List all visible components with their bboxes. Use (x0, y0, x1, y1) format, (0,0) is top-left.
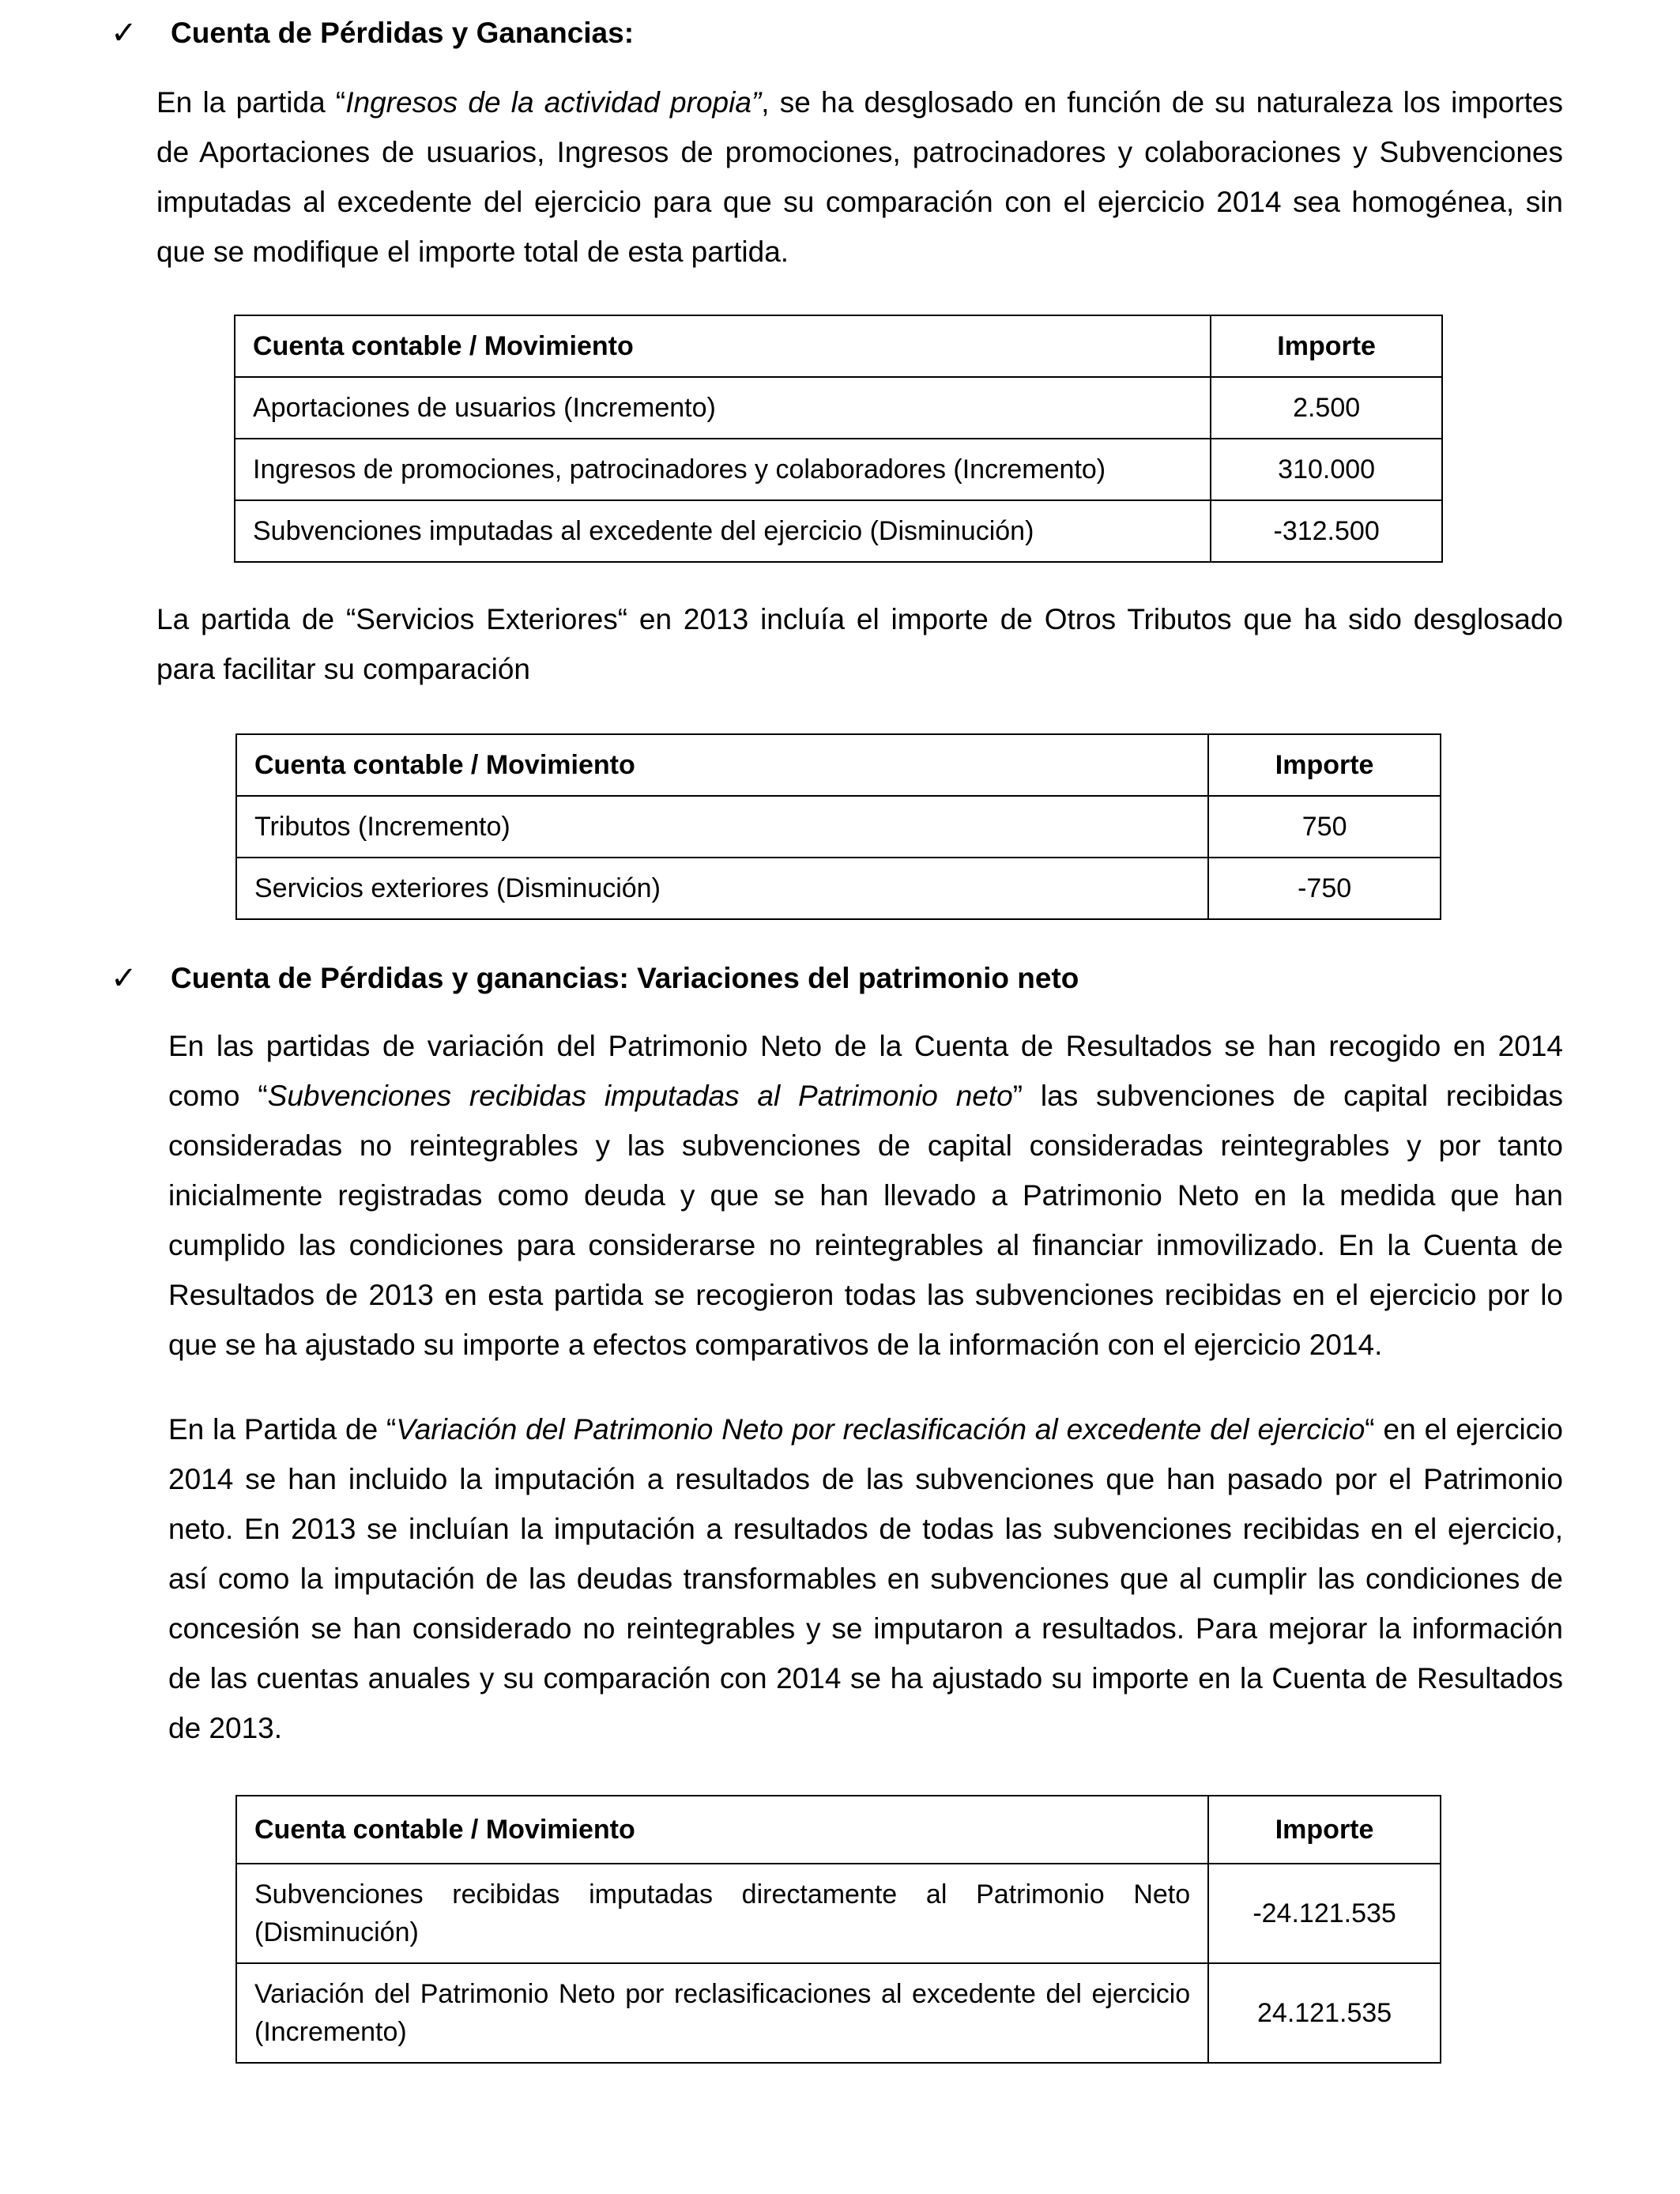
section-heading-text: Cuenta de Pérdidas y Ganancias: (171, 17, 635, 49)
table-row (236, 796, 1441, 858)
row-description: Variación del Patrimonio Neto por reclasificaciones al excedente del ejercicio (Incremento) (236, 1963, 1208, 2063)
column-header-importe: Importe (1208, 1796, 1441, 1864)
table-patrimonio-neto-ajuste (235, 1795, 1441, 2064)
paragraph-ingresos-actividad: En la partida “Ingresos de la actividad propia”, se ha desglosado en función de su naturaleza los importes de Aportaciones de usuarios, Ingresos de promociones, patrocinadores y colaboraciones y Subvenciones imputadas al excedente del ejercicio para que su comparación con el ejercicio 2014 sea homogénea, sin que se modifique el importe total de esta partida. (156, 86, 1563, 268)
paragraph-servicios-exteriores: La partida de “Servicios Exteriores“ en 2013 incluía el importe de Otros Tributos que ha sido desglosado para facilitar su comparación (156, 603, 1563, 685)
section-heading-variaciones-patrimonio (111, 959, 1079, 998)
checkmark-icon: ✓ (111, 16, 137, 51)
table-ingresos-desglose (234, 315, 1443, 563)
row-description: Servicios exteriores (Disminución) (236, 858, 1208, 919)
column-header-cuenta: Cuenta contable / Movimiento (235, 315, 1211, 377)
table-row (236, 1963, 1441, 2063)
row-description: Subvenciones recibidas imputadas directamente al Patrimonio Neto (Disminución) (236, 1864, 1208, 1963)
table-header-row (236, 1796, 1441, 1864)
table-row (236, 858, 1441, 919)
row-amount: -750 (1208, 858, 1441, 919)
row-amount: 2.500 (1211, 377, 1442, 439)
table-header-row (235, 315, 1442, 377)
checkmark-icon: ✓ (111, 961, 137, 996)
table-tributos-desglose (235, 733, 1441, 920)
paragraph-subvenciones-imputadas: En las partidas de variación del Patrimonio Neto de la Cuenta de Resultados se han recogido en 2014 como “Subvenciones recibidas imputadas al Patrimonio neto” las subvenciones de capital recibidas consideradas no reintegrables y las subvenciones de capital consideradas reintegrables y por tanto inicialmente registradas como deuda y que se han llevado a Patrimonio Neto en la medida que han cumplido las condiciones para considerarse no reintegrables al financiar inmovilizado. En la Cuenta de Resultados de 2013 en esta partida se recogieron todas las subvenciones recibidas en el ejercicio por lo que se ha ajustado su importe a efectos comparativos de la información con el ejercicio 2014. (168, 1030, 1563, 1361)
column-header-importe: Importe (1211, 315, 1442, 377)
row-description: Ingresos de promociones, patrocinadores y colaboradores (Incremento) (235, 439, 1211, 500)
paragraph-variacion-reclasificacion: En la Partida de “Variación del Patrimonio Neto por reclasificación al excedente del ejercicio“ en el ejercicio 2014 se han incluido la imputación a resultados de las subvenciones que han pasado por el Patrimonio neto. En 2013 se incluían la imputación a resultados de todas las subvenciones recibidas en el ejercicio, así como la imputación de las deudas transformables en subvenciones que al cumplir las condiciones de concesión se han considerado no reintegrables y se imputaron a resultados. Para mejorar la información de las cuentas anuales y su comparación con 2014 se ha ajustado su importe en la Cuenta de Resultados de 2013. (168, 1413, 1563, 1744)
column-header-cuenta: Cuenta contable / Movimiento (236, 1796, 1208, 1864)
column-header-cuenta: Cuenta contable / Movimiento (236, 734, 1208, 796)
row-amount: -24.121.535 (1208, 1864, 1441, 1963)
section-heading-perdidas-ganancias (111, 13, 634, 53)
table-row (235, 500, 1442, 562)
row-amount: 24.121.535 (1208, 1963, 1441, 2063)
table-row (235, 439, 1442, 500)
row-description: Tributos (Incremento) (236, 796, 1208, 858)
table-row (235, 377, 1442, 439)
table-row (236, 1864, 1441, 1963)
row-amount: -312.500 (1211, 500, 1442, 562)
row-amount: 310.000 (1211, 439, 1442, 500)
row-amount: 750 (1208, 796, 1441, 858)
row-description: Aportaciones de usuarios (Incremento) (235, 377, 1211, 439)
column-header-importe: Importe (1208, 734, 1441, 796)
row-description: Subvenciones imputadas al excedente del ejercicio (Disminución) (235, 500, 1211, 562)
section-heading-text: Cuenta de Pérdidas y ganancias: Variaciones del patrimonio neto (171, 962, 1079, 994)
table-header-row (236, 734, 1441, 796)
